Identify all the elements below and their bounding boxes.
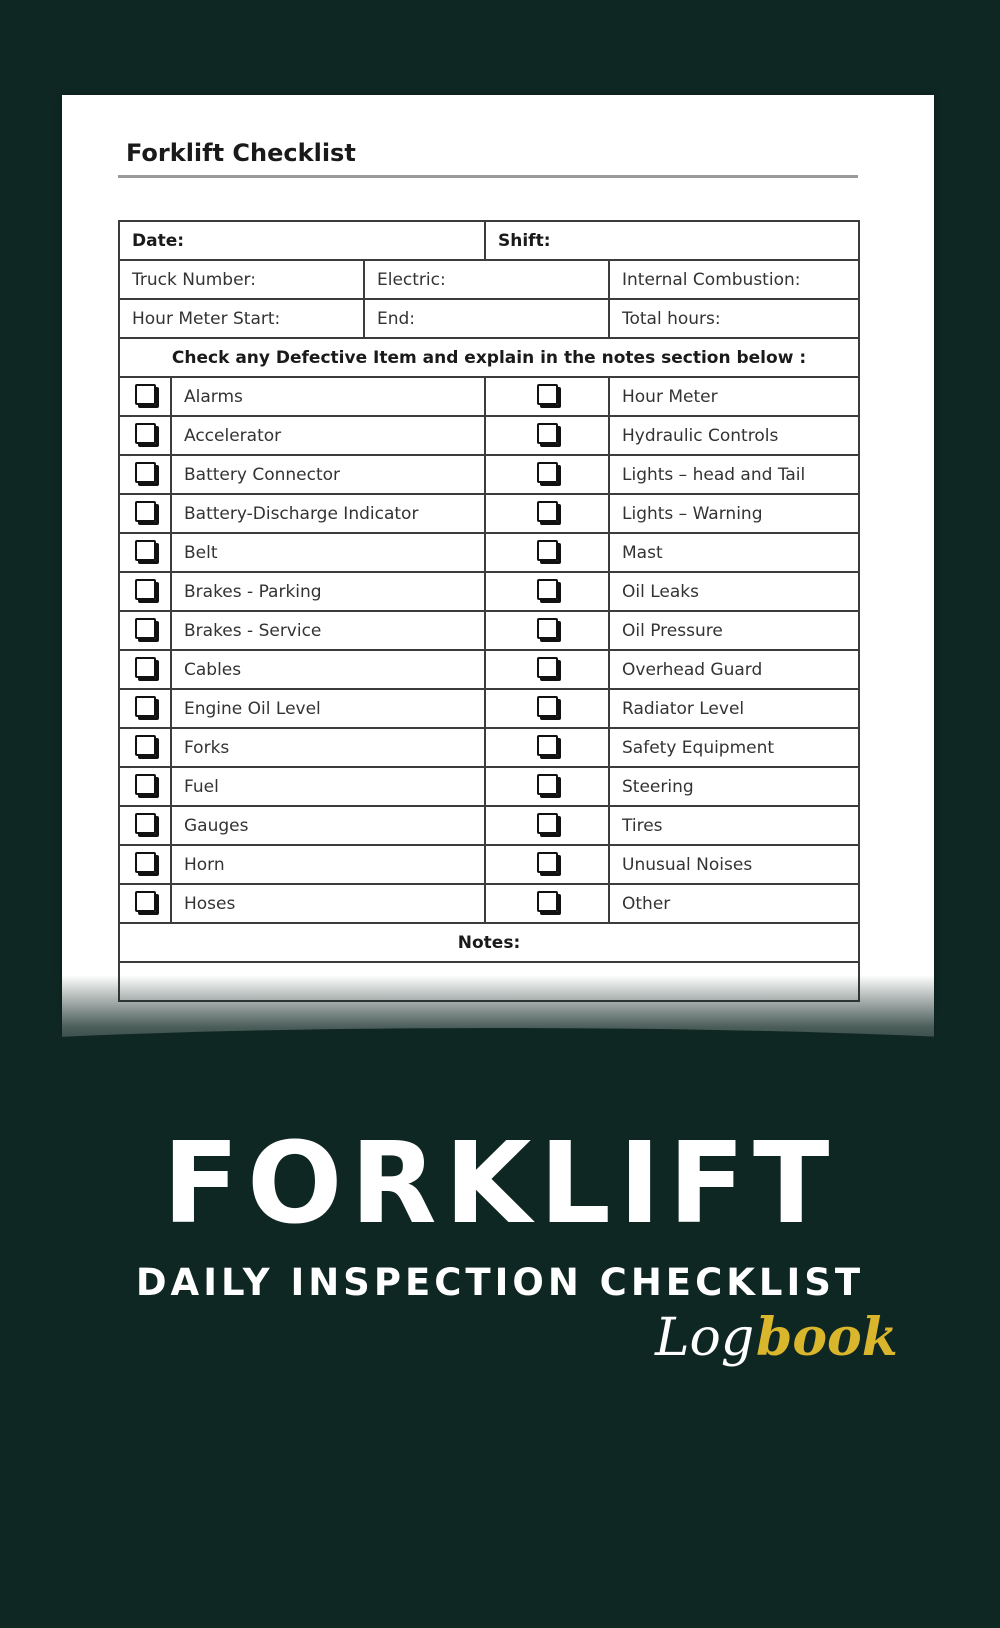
- checkbox-cell: [485, 884, 609, 923]
- checklist-page: [62, 95, 934, 1055]
- hour-meter-start-field[interactable]: Hour Meter Start:: [119, 299, 364, 338]
- checkbox[interactable]: [135, 891, 156, 912]
- checkbox[interactable]: [537, 813, 558, 834]
- log-script-text: Log: [655, 1308, 755, 1368]
- checklist-item-label: Gauges: [171, 806, 485, 845]
- checkbox[interactable]: [135, 540, 156, 561]
- checklist-row: [119, 806, 859, 845]
- checkbox-cell: [485, 689, 609, 728]
- checklist-row: [119, 377, 859, 416]
- checklist-item-label: Battery Connector: [171, 455, 485, 494]
- checklist-row: [119, 533, 859, 572]
- checklist-table: [118, 220, 860, 1002]
- checkbox-cell: [485, 611, 609, 650]
- truck-row: [119, 260, 859, 299]
- truck-number-field[interactable]: Truck Number:: [119, 260, 364, 299]
- checklist-item-label: Lights – Warning: [609, 494, 859, 533]
- checkbox[interactable]: [135, 384, 156, 405]
- checkbox[interactable]: [537, 501, 558, 522]
- checkbox[interactable]: [537, 423, 558, 444]
- checklist-row: [119, 845, 859, 884]
- checkbox[interactable]: [537, 657, 558, 678]
- notes-label: Notes:: [119, 923, 859, 962]
- total-hours-field[interactable]: Total hours:: [609, 299, 859, 338]
- checklist-row: [119, 611, 859, 650]
- checkbox[interactable]: [537, 579, 558, 600]
- checklist-item-label: Hydraulic Controls: [609, 416, 859, 455]
- checklist-item-label: Safety Equipment: [609, 728, 859, 767]
- checklist-row: [119, 416, 859, 455]
- checklist-item-label: Other: [609, 884, 859, 923]
- checklist-item-label: Cables: [171, 650, 485, 689]
- checkbox[interactable]: [537, 735, 558, 756]
- checkbox-cell: [119, 572, 171, 611]
- checklist-item-label: Horn: [171, 845, 485, 884]
- checklist-item-label: Lights – head and Tail: [609, 455, 859, 494]
- checkbox[interactable]: [537, 852, 558, 873]
- checkbox[interactable]: [135, 423, 156, 444]
- checkbox-cell: [119, 806, 171, 845]
- checkbox[interactable]: [135, 774, 156, 795]
- checklist-row: [119, 650, 859, 689]
- checkbox-cell: [119, 884, 171, 923]
- instruction-row: [119, 338, 859, 377]
- checkbox[interactable]: [135, 735, 156, 756]
- internal-combustion-field[interactable]: Internal Combustion:: [609, 260, 859, 299]
- checkbox[interactable]: [135, 618, 156, 639]
- checkbox-cell: [485, 806, 609, 845]
- checklist-item-label: Oil Leaks: [609, 572, 859, 611]
- checkbox[interactable]: [537, 384, 558, 405]
- checklist-item-label: Brakes - Service: [171, 611, 485, 650]
- checkbox[interactable]: [135, 813, 156, 834]
- checkbox[interactable]: [537, 618, 558, 639]
- notes-header-row: [119, 923, 859, 962]
- checklist-row: [119, 689, 859, 728]
- checklist-item-label: Radiator Level: [609, 689, 859, 728]
- hour-meter-row: [119, 299, 859, 338]
- checkbox[interactable]: [135, 852, 156, 873]
- checklist-row: [119, 572, 859, 611]
- date-field[interactable]: Date:: [119, 221, 485, 260]
- checkbox-cell: [485, 728, 609, 767]
- checkbox-cell: [119, 650, 171, 689]
- checklist-item-label: Accelerator: [171, 416, 485, 455]
- checkbox-cell: [485, 845, 609, 884]
- checkbox[interactable]: [537, 696, 558, 717]
- checkbox-cell: [119, 494, 171, 533]
- checkbox[interactable]: [135, 657, 156, 678]
- checkbox-cell: [119, 455, 171, 494]
- checklist-item-label: Mast: [609, 533, 859, 572]
- checklist-item-label: Fuel: [171, 767, 485, 806]
- checklist-item-label: Battery-Discharge Indicator: [171, 494, 485, 533]
- electric-field[interactable]: Electric:: [364, 260, 609, 299]
- checklist-item-label: Tires: [609, 806, 859, 845]
- checkbox[interactable]: [537, 462, 558, 483]
- checkbox-cell: [485, 494, 609, 533]
- checklist-item-label: Brakes - Parking: [171, 572, 485, 611]
- checkbox-cell: [119, 377, 171, 416]
- checkbox[interactable]: [135, 501, 156, 522]
- checkbox-cell: [485, 416, 609, 455]
- checkbox-cell: [119, 728, 171, 767]
- date-shift-row: [119, 221, 859, 260]
- checklist-item-label: Engine Oil Level: [171, 689, 485, 728]
- checkbox-cell: [119, 767, 171, 806]
- checkbox-cell: [119, 845, 171, 884]
- checkbox[interactable]: [537, 540, 558, 561]
- checkbox-cell: [485, 455, 609, 494]
- checkbox-cell: [485, 767, 609, 806]
- checkbox[interactable]: [537, 891, 558, 912]
- checkbox[interactable]: [135, 462, 156, 483]
- cover-subtitle: DAILY INSPECTION CHECKLIST: [135, 1261, 865, 1304]
- checklist-item-label: Belt: [171, 533, 485, 572]
- cover-title: FORKLIFT: [162, 1119, 838, 1249]
- checkbox-cell: [485, 533, 609, 572]
- form-title: Forklift Checklist: [126, 139, 356, 167]
- title-divider: [118, 175, 858, 178]
- checklist-item-label: Oil Pressure: [609, 611, 859, 650]
- checklist-row: [119, 728, 859, 767]
- checkbox-cell: [119, 533, 171, 572]
- checkbox-cell: [485, 650, 609, 689]
- checklist-item-label: Forks: [171, 728, 485, 767]
- checklist-row: [119, 455, 859, 494]
- checkbox-cell: [119, 611, 171, 650]
- checklist-row: [119, 494, 859, 533]
- checklist-item-label: Steering: [609, 767, 859, 806]
- checkbox-cell: [485, 377, 609, 416]
- checkbox-cell: [119, 416, 171, 455]
- checkbox-cell: [485, 572, 609, 611]
- checklist-item-label: Unusual Noises: [609, 845, 859, 884]
- checkbox[interactable]: [537, 774, 558, 795]
- checkbox-cell: [119, 689, 171, 728]
- checklist-row: [119, 767, 859, 806]
- instruction-text: Check any Defective Item and explain in the notes section below :: [119, 338, 859, 377]
- checklist-item-label: Hour Meter: [609, 377, 859, 416]
- checklist-item-label: Hoses: [171, 884, 485, 923]
- checkbox[interactable]: [135, 579, 156, 600]
- checklist-item-label: Overhead Guard: [609, 650, 859, 689]
- book-script-text: book: [756, 1307, 898, 1368]
- shift-field[interactable]: Shift:: [485, 221, 859, 260]
- end-field[interactable]: End:: [364, 299, 609, 338]
- checklist-item-label: Alarms: [171, 377, 485, 416]
- checklist-row: [119, 884, 859, 923]
- checkbox[interactable]: [135, 696, 156, 717]
